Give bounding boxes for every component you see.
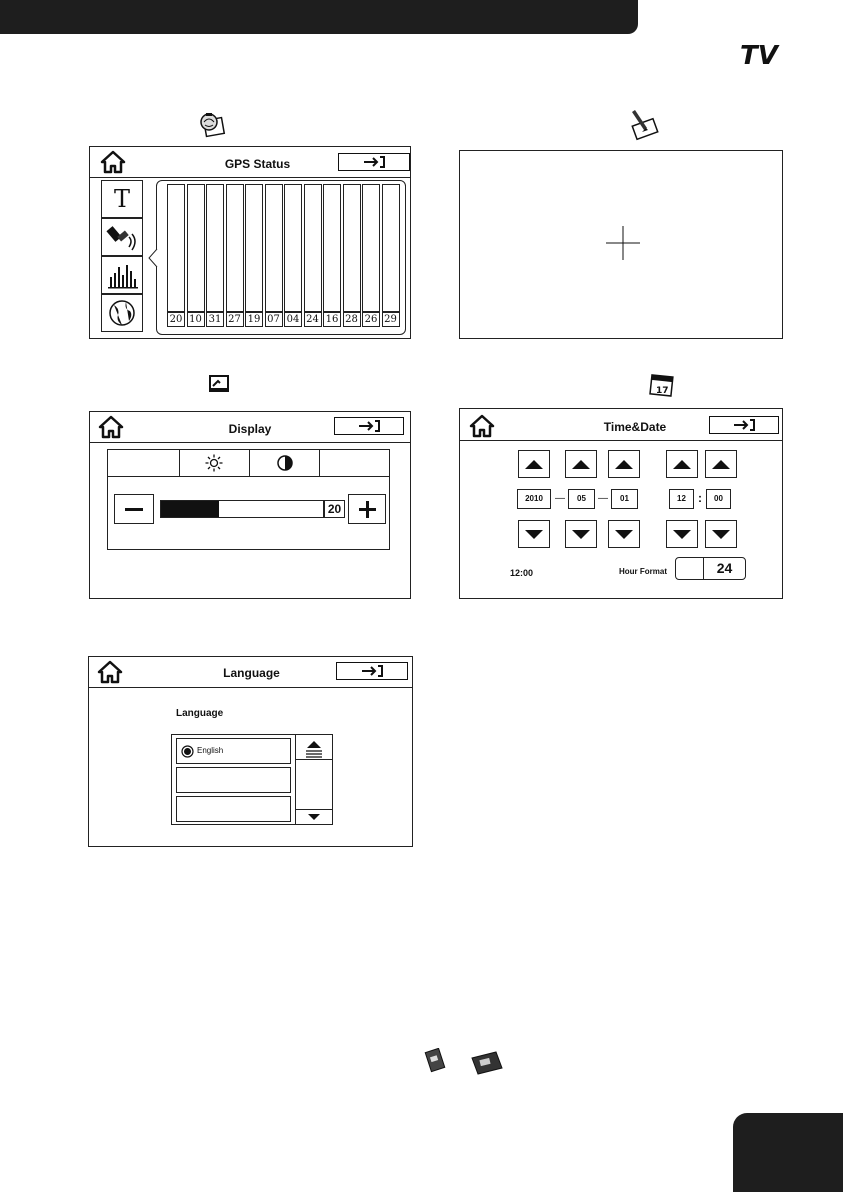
home-icon[interactable] (98, 415, 124, 439)
current-time: 12:00 (510, 568, 534, 578)
hour-format-label: Hour Format (619, 567, 667, 576)
display-section-icon (208, 374, 230, 394)
display-panel (89, 411, 411, 599)
time-separator: : (698, 491, 702, 505)
year-down-button[interactable] (518, 520, 550, 548)
level-slider[interactable] (160, 500, 324, 518)
hour-value: 12 (669, 489, 694, 509)
satellite-id: 07 (265, 312, 283, 327)
home-icon[interactable] (97, 660, 123, 684)
device-slot-icon (468, 1050, 504, 1076)
satellite-icon[interactable] (101, 218, 143, 256)
hour-down-button[interactable] (666, 520, 698, 548)
minute-down-button[interactable] (705, 520, 737, 548)
month-value: 05 (568, 489, 595, 509)
exit-icon (733, 419, 757, 431)
hour-up-button[interactable] (666, 450, 698, 478)
sd-card-icon (420, 1048, 448, 1074)
time-date-title: Time&Date (603, 420, 667, 434)
frame-pointer (148, 249, 158, 267)
satellite-id: 19 (245, 312, 263, 327)
tv-logo (738, 38, 788, 72)
satellite-bar (304, 184, 322, 312)
gps-section-icon (196, 110, 228, 140)
exit-button[interactable] (709, 416, 779, 434)
exit-button[interactable] (334, 417, 404, 435)
satellite-id: 31 (206, 312, 224, 327)
satellite-id: 27 (226, 312, 244, 327)
home-icon[interactable] (100, 150, 126, 174)
signal-bars-icon[interactable] (101, 256, 143, 294)
satellite-id: 04 (284, 312, 302, 327)
exit-icon (361, 665, 385, 677)
calendar-icon-number: 17 (656, 386, 669, 396)
scroll-up-icon[interactable] (302, 738, 326, 760)
tab-contrast[interactable] (250, 450, 320, 476)
satellite-id: 20 (167, 312, 185, 327)
satellite-bar (284, 184, 302, 312)
satellite-bar (362, 184, 380, 312)
date-separator: — (555, 493, 565, 504)
satellite-bar (226, 184, 244, 312)
day-up-button[interactable] (608, 450, 640, 478)
display-tab-row (108, 450, 389, 477)
header-bar (0, 0, 638, 34)
home-icon[interactable] (469, 414, 495, 438)
language-option[interactable] (176, 796, 291, 822)
year-value: 2010 (517, 489, 551, 509)
language-panel (88, 656, 413, 847)
gps-status-panel (89, 146, 411, 339)
display-title: Display (228, 422, 272, 436)
minute-value: 00 (706, 489, 731, 509)
satellite-bar (343, 184, 361, 312)
gps-status-title: GPS Status (224, 157, 291, 171)
page-badge (733, 1113, 843, 1192)
satellite-bar (245, 184, 263, 312)
language-scrollbar[interactable] (295, 735, 332, 824)
time-date-panel (459, 408, 783, 599)
language-label: Language (176, 708, 224, 719)
language-option-english[interactable] (176, 738, 291, 764)
month-up-button[interactable] (565, 450, 597, 478)
globe-icon[interactable] (101, 294, 143, 332)
decrease-button[interactable] (114, 494, 154, 524)
day-value: 01 (611, 489, 638, 509)
language-list (171, 734, 333, 825)
date-separator: — (598, 493, 608, 504)
level-value: 20 (324, 500, 345, 518)
display-settings-box (107, 449, 390, 550)
brightness-icon (205, 454, 223, 472)
text-icon[interactable]: T (101, 180, 143, 218)
satellite-id: 26 (362, 312, 380, 327)
satellite-id: 29 (382, 312, 400, 327)
tab-brightness[interactable] (180, 450, 250, 476)
satellite-bar (206, 184, 224, 312)
satellite-id: 10 (187, 312, 205, 327)
satellite-bar (382, 184, 400, 312)
language-option[interactable] (176, 767, 291, 793)
day-down-button[interactable] (608, 520, 640, 548)
satellite-bars (167, 184, 401, 327)
language-title: Language (223, 666, 280, 680)
radio-selected-icon (181, 745, 194, 758)
svg-text:TV: TV (740, 41, 778, 71)
satellite-bar (265, 184, 283, 312)
month-down-button[interactable] (565, 520, 597, 548)
year-up-button[interactable] (518, 450, 550, 478)
satellite-bar (323, 184, 341, 312)
satellite-id: 16 (323, 312, 341, 327)
level-fill (161, 501, 219, 517)
satellite-id: 28 (343, 312, 361, 327)
language-option-label: English (197, 746, 224, 755)
tab-empty[interactable] (108, 450, 180, 476)
satellite-bar (167, 184, 185, 312)
hour-format-value: 24 (716, 560, 733, 576)
satellite-id: 24 (304, 312, 322, 327)
hour-format-toggle[interactable] (675, 557, 746, 580)
exit-button[interactable] (338, 153, 410, 171)
satellite-bar (187, 184, 205, 312)
contrast-icon (277, 455, 293, 471)
calibration-panel[interactable] (459, 150, 783, 339)
calibration-section-icon (626, 110, 660, 142)
tab-empty[interactable] (320, 450, 389, 476)
minute-up-button[interactable] (705, 450, 737, 478)
calendar-section-icon (649, 372, 675, 398)
exit-icon (363, 156, 387, 168)
increase-button[interactable] (348, 494, 386, 524)
exit-icon (358, 420, 382, 432)
crosshair-icon[interactable] (606, 226, 640, 260)
exit-button[interactable] (336, 662, 408, 680)
scroll-down-icon[interactable] (302, 811, 326, 823)
